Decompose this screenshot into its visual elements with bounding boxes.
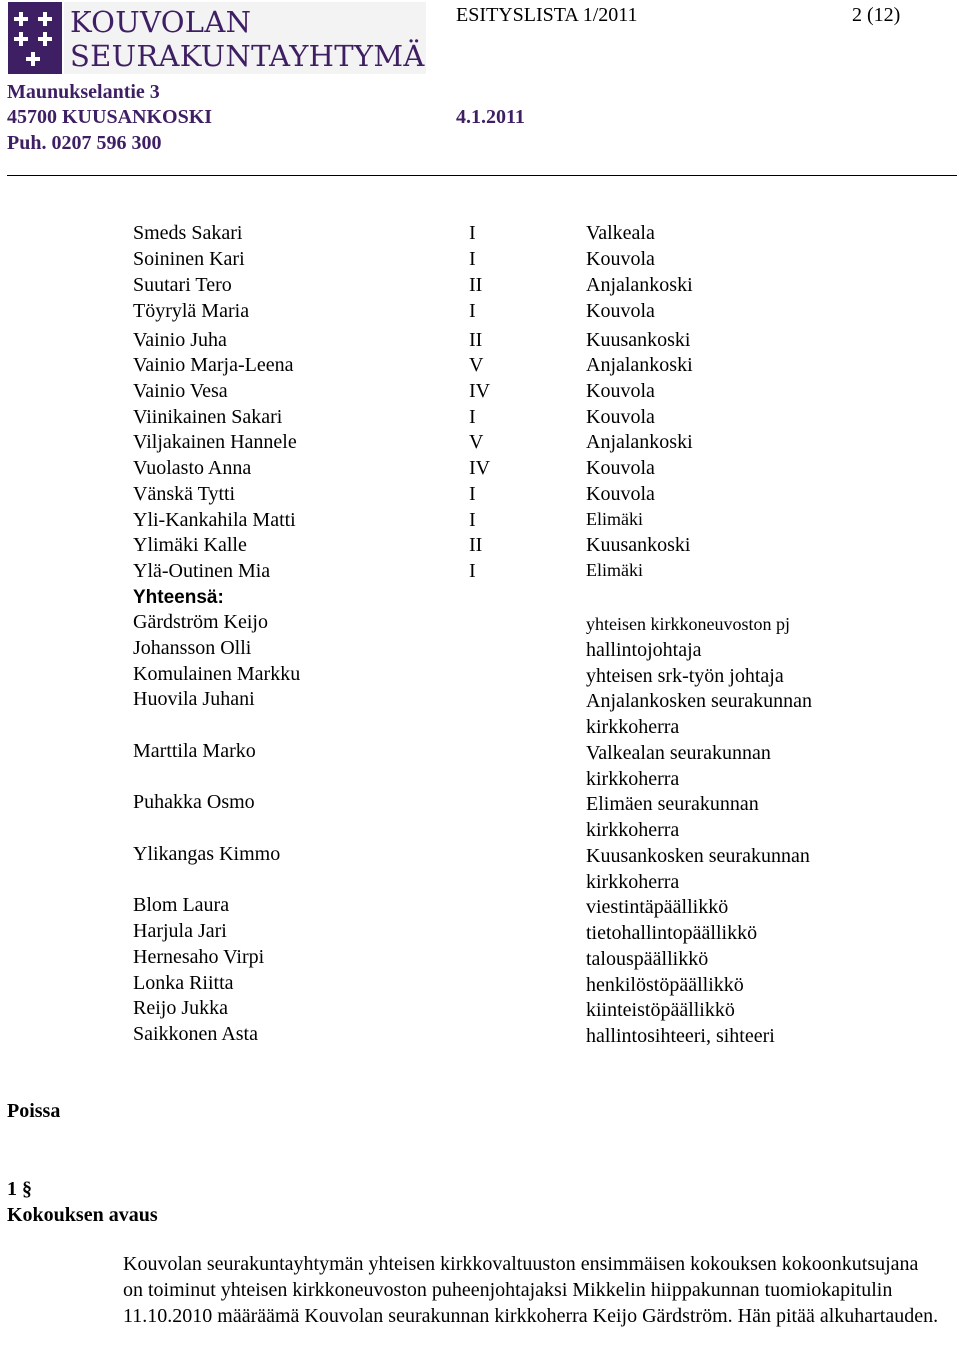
phone-number: Puh. 0207 596 300: [7, 132, 162, 154]
org-name-line1: KOUVOLAN: [70, 5, 252, 39]
member-row: Viinikainen Sakari I Kouvola: [133, 406, 655, 428]
address-postal: 45700 KUUSANKOSKI: [7, 106, 213, 128]
org-name-line2: SEURAKUNTAYHTYMÄ: [70, 39, 425, 73]
member-row: Soininen Kari I Kouvola: [133, 248, 655, 270]
member-row: Vänskä Tytti I Kouvola: [133, 483, 655, 505]
section-title: Kokouksen avaus: [7, 1204, 158, 1226]
section-body: Kouvolan seurakuntayhtymän yhteisen kirkkovaltuuston ensimmäisen kokouksen kokoonkutsujana on toiminut yhteisen kirkkoneuvoston puheenjohtajaksi Mikkelin hiippakunnan tuomiokapitulin 11.10.2010 määräämä Kouvolan seurakunnan kirkkoherra Keijo Gärdström. Hän pitää alkuhartauden.: [123, 1253, 939, 1327]
member-row: Vainio Vesa IV Kouvola: [133, 380, 655, 402]
header-divider: [7, 175, 957, 176]
address-street: Maunukselantie 3: [7, 81, 160, 103]
document-title: ESITYSLISTA 1/2011: [456, 4, 638, 26]
page-number: 2 (12): [852, 4, 901, 26]
member-row: Vainio Juha II Kuusankoski: [133, 329, 691, 351]
member-row: Smeds Sakari I Valkeala: [133, 222, 655, 244]
member-row: Ylimäki Kalle II Kuusankoski: [133, 534, 691, 556]
document-date: 4.1.2011: [456, 106, 525, 128]
section-number: 1 §: [7, 1178, 32, 1200]
member-row: Yli-Kankahila Matti I Elimäki: [133, 509, 643, 531]
member-row: Vainio Marja-Leena V Anjalankoski: [133, 354, 693, 376]
member-row: Viljakainen Hannele V Anjalankoski: [133, 431, 693, 453]
member-row: Vuolasto Anna IV Kouvola: [133, 457, 655, 479]
cross-grid-icon: [8, 2, 62, 74]
member-row: Ylä-Outinen Mia I Elimäki: [133, 560, 643, 582]
total-label: Yhteensä:: [133, 587, 224, 608]
absent-heading: Poissa: [7, 1100, 61, 1122]
member-row: Suutari Tero II Anjalankoski: [133, 274, 693, 296]
member-row: Töyrylä Maria I Kouvola: [133, 300, 655, 322]
